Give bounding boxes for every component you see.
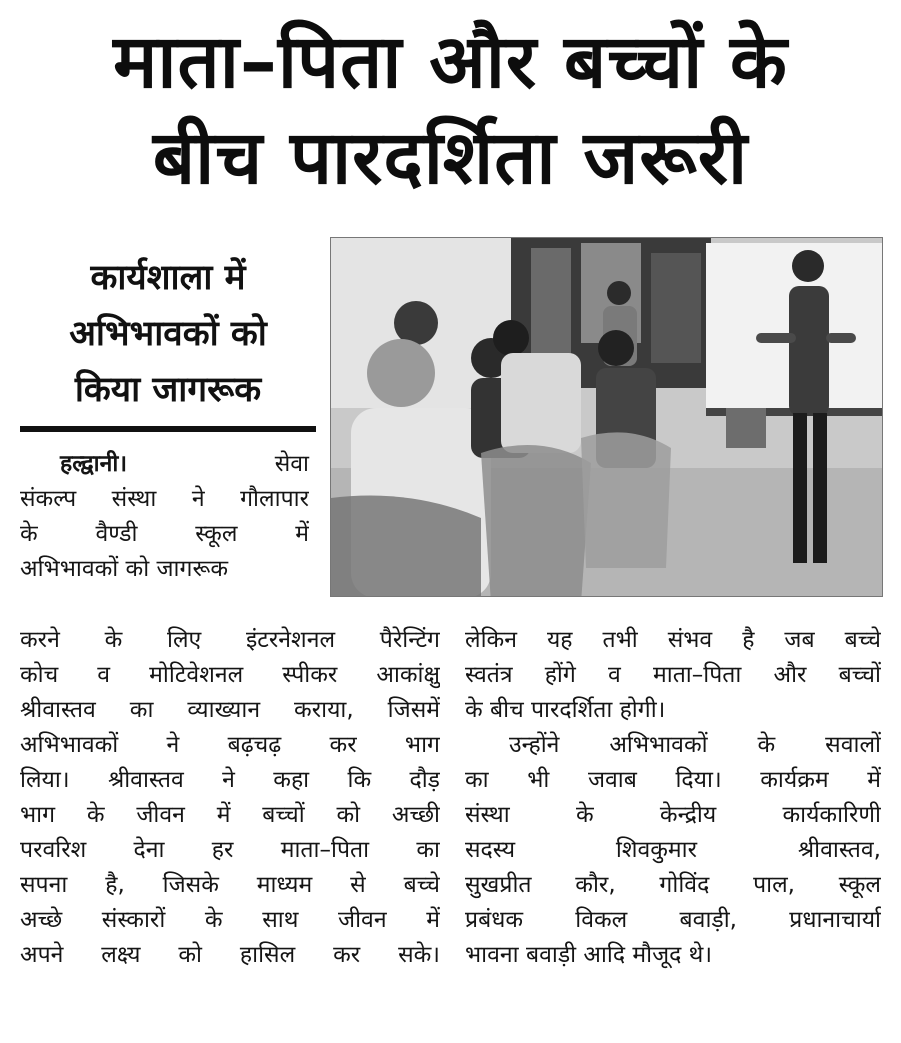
- dateline: हल्द्वानी।: [60, 451, 128, 477]
- workshop-photo-image: [331, 238, 882, 596]
- article-column-2: [20, 623, 440, 973]
- column-2-line-6: भाग के जीवन में बच्चों को अच्छी: [20, 802, 440, 828]
- workshop-photo: [330, 237, 883, 597]
- column-2-line-7: परवरिश देना हर माता–पिता का: [20, 837, 440, 863]
- column-1-line-4: अभिभावकों को जागरूक: [20, 556, 228, 582]
- column-1-line-1: सेवा: [274, 451, 309, 477]
- column-2-line-1: करने के लिए इंटरनेशनल पैरेन्टिंग: [20, 627, 440, 653]
- column-3-line-1: लेकिन यह तभी संभव है जब बच्चे: [465, 627, 881, 653]
- column-3-line-4: उन्होंने अभिभावकों के सवालों: [509, 732, 881, 758]
- column-2-line-2: कोच व मोटिवेशनल स्पीकर आकांक्षु: [20, 662, 440, 688]
- column-2-line-3: श्रीवास्तव का व्याख्यान कराया, जिसमें: [20, 697, 440, 723]
- column-2-line-9: अच्छे संस्कारों के साथ जीवन में: [20, 907, 440, 933]
- column-3-line-9: प्रबंधक विकल बवाड़ी, प्रधानाचार्या: [465, 907, 881, 933]
- column-2-line-8: सपना है, जिसके माध्यम से बच्चे: [20, 872, 440, 898]
- column-2-line-5: लिया। श्रीवास्तव ने कहा कि दौड़: [20, 767, 440, 793]
- column-3-line-7: सदस्य शिवकुमार श्रीवास्तव,: [465, 837, 881, 863]
- column-3-line-2: स्वतंत्र होंगे व माता–पिता और बच्चों: [465, 662, 881, 688]
- column-1-line-2: संकल्प संस्था ने गौलापार: [20, 486, 309, 512]
- subheadline-line-2: अभिभावकों को: [69, 314, 267, 354]
- column-2-line-4: अभिभावकों ने बढ़चढ़ कर भाग: [20, 732, 440, 758]
- dateline-row: [20, 447, 309, 482]
- divider-rule: [20, 426, 316, 432]
- subheadline-line-3: किया जागरूक: [74, 370, 262, 410]
- article-column-3: [465, 623, 881, 973]
- column-3-line-3: के बीच पारदर्शिता होगी।: [465, 697, 666, 723]
- subheadline-line-1: कार्यशाला में: [90, 258, 246, 298]
- subheadline: [20, 250, 316, 418]
- headline: [14, 14, 887, 206]
- column-3-line-10: भावना बवाड़ी आदि मौजूद थे।: [465, 942, 713, 968]
- column-1-line-3: के वैण्डी स्कूल में: [20, 521, 309, 547]
- column-3-line-6: संस्था के केन्द्रीय कार्यकारिणी: [465, 802, 881, 828]
- column-3-line-5: का भी जवाब दिया। कार्यक्रम में: [465, 767, 881, 793]
- column-2-line-10: अपने लक्ष्य को हासिल कर सके।: [20, 942, 440, 968]
- headline-line-1: माता–पिता और बच्चों के: [113, 19, 788, 105]
- article-column-1: [20, 447, 309, 587]
- headline-line-2: बीच पारदर्शिता जरूरी: [152, 115, 749, 201]
- column-3-line-8: सुखप्रीत कौर, गोविंद पाल, स्कूल: [465, 872, 881, 898]
